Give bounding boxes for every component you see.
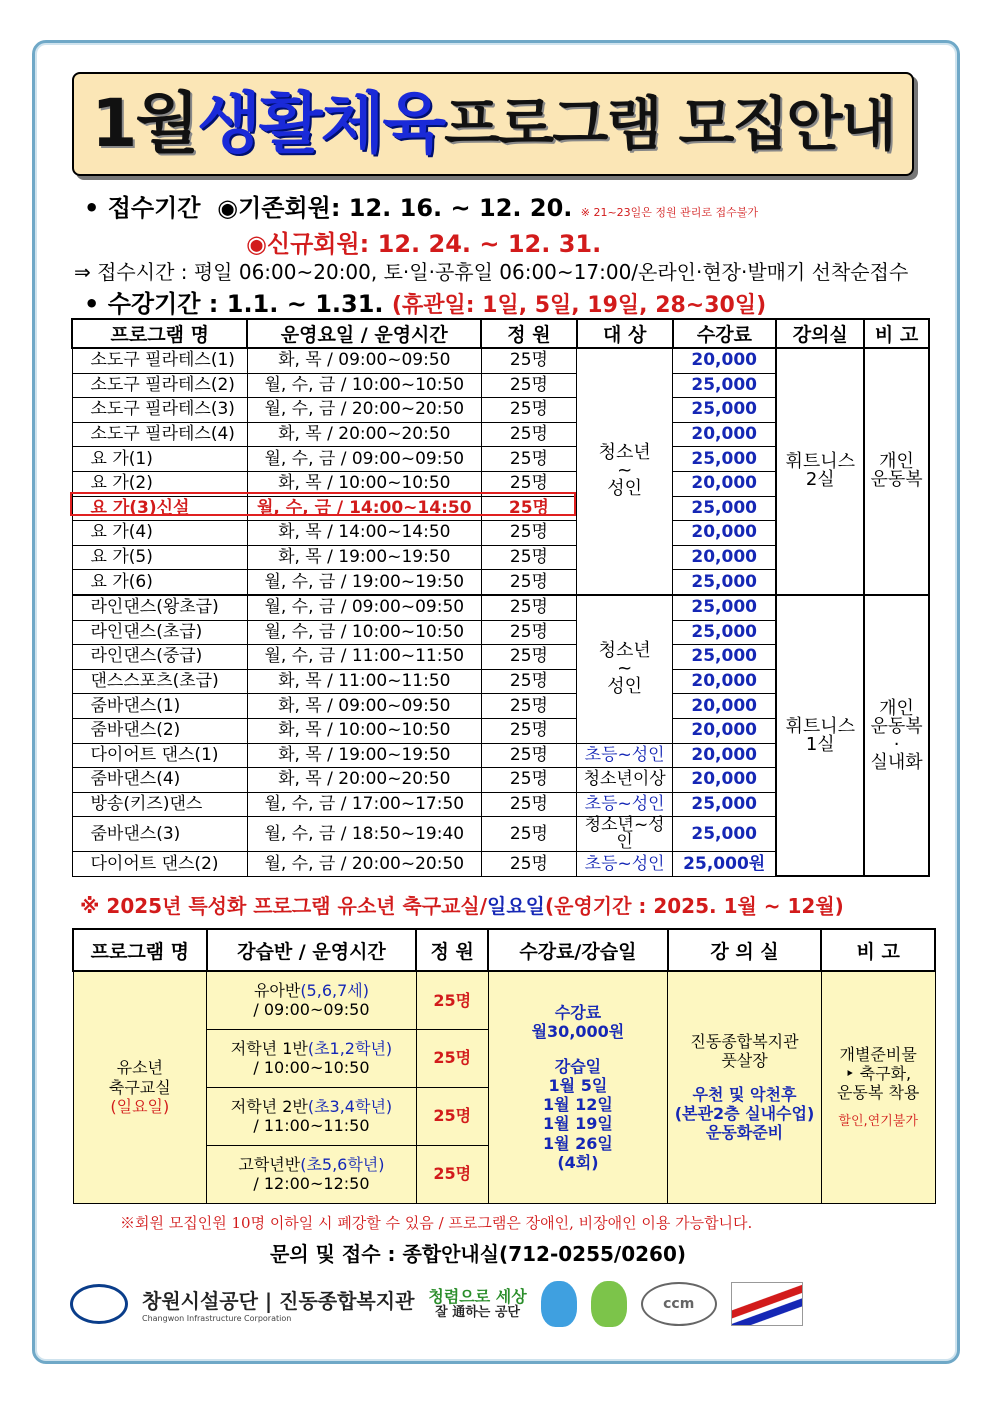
table-row: 저학년 2반(초3,4학년) / 11:00~11:50 25명 — [73, 1087, 935, 1145]
footer-contact: 문의 및 접수 : 종합안내실(712-0255/0260) — [270, 1242, 687, 1266]
fee: 25,000 — [673, 570, 777, 595]
fee: 25,000 — [673, 373, 777, 398]
table-row — [72, 348, 929, 373]
fee: 20,000 — [673, 694, 777, 719]
table-row: 유소년 축구교실 (일요일) 유아반(5,6,7세) / 09:00~09:50 25명 수강료 월30,000원 강습일 1월 5일 1월 12일 1월 19일 1월 26일 (4회) 진동종합복지관 풋살장 우천 및 악천후 (본관2층 실내수업) 운동화준비 개별준비물 ‣ 축구화, 운동복 착용 할인,연기불가 — [73, 971, 935, 1029]
schedule: 월, 수, 금 / 14:00~14:50 — [247, 496, 481, 521]
target: 초등~성인 — [577, 792, 673, 817]
fee: 25,000 — [673, 817, 777, 852]
program-name: 소도구 필라테스(2) — [72, 373, 247, 398]
fee: 25,000 — [673, 620, 777, 645]
program-name: 라인댄스(왕초급) — [72, 595, 247, 620]
capacity: 25명 — [481, 348, 577, 373]
registration-note: ※ 21~23일은 정원 관리로 접수불가 — [580, 206, 759, 219]
remark-cell: 개별준비물 ‣ 축구화, 운동복 착용 할인,연기불가 — [821, 971, 935, 1203]
schedule: 월, 수, 금 / 10:00~10:50 — [247, 620, 481, 645]
org-name-en: Changwon Infrastructure Corporation — [142, 1314, 292, 1323]
schedule: 월, 수, 금 / 09:00~09:50 — [247, 447, 481, 472]
target: 초등~성인 — [577, 852, 673, 877]
fee: 25,000 — [673, 792, 777, 817]
ccm-logo-icon: ccm — [641, 1282, 717, 1326]
fee: 25,000 — [673, 496, 777, 521]
org-name: 창원시설공단 | 진동종합복지관 — [142, 1289, 415, 1313]
slogan: 청렴으로 세상 잘 通하는 공단 — [428, 1287, 527, 1320]
program-name: 소도구 필라테스(1) — [72, 348, 247, 373]
schedule: 화, 목 / 19:00~19:50 — [247, 545, 481, 570]
schedule: 월, 수, 금 / 19:00~19:50 — [247, 570, 481, 595]
schedule: 화, 목 / 20:00~20:50 — [247, 422, 481, 447]
capacity: 25명 — [481, 521, 577, 546]
title-sub: 프로그램 모집안내 — [444, 90, 895, 158]
fee: 20,000 — [673, 471, 777, 496]
target: 청소년~성인 — [577, 817, 673, 852]
capacity: 25명 — [481, 447, 577, 472]
capacity: 25명 — [481, 817, 577, 852]
fee: 20,000 — [673, 669, 777, 694]
special-program-note: ※ 2025년 특성화 프로그램 유소년 축구교실/일요일(운영기간 : 2025. 1월 ~ 12월) — [80, 894, 844, 918]
schedule: 월, 수, 금 / 09:00~09:50 — [247, 595, 481, 620]
fee: 25,000 — [673, 595, 777, 620]
fee: 20,000 — [673, 743, 777, 768]
target: 청소년이상 — [577, 768, 673, 793]
schedule: 화, 목 / 09:00~09:50 — [247, 348, 481, 373]
schedule: 화, 목 / 10:00~10:50 — [247, 471, 481, 496]
capacity: 25명 — [481, 422, 577, 447]
program-name: 라인댄스(초급) — [72, 620, 247, 645]
capacity: 25명 — [481, 496, 577, 521]
target-cell: 청소년 ~ 성인 — [577, 348, 673, 595]
footer-note: ※회원 모집인원 10명 이하일 시 폐강할 수 있음 / 프로그램은 장애인, 비장애인 이용 가능합니다. — [120, 1214, 753, 1232]
fee: 20,000 — [673, 521, 777, 546]
capacity: 25명 — [481, 620, 577, 645]
schedule: 화, 목 / 19:00~19:50 — [247, 743, 481, 768]
capacity: 25명 — [481, 471, 577, 496]
fee: 20,000 — [673, 545, 777, 570]
capacity: 25명 — [481, 645, 577, 670]
schedule: 화, 목 / 14:00~14:50 — [247, 521, 481, 546]
course-period: • 수강기간 : 1.1. ~ 1.31. (휴관일: 1일, 5일, 19일, 28~30일) — [84, 290, 767, 318]
program-name: 줌바댄스(2) — [72, 718, 247, 743]
schedule: 월, 수, 금 / 20:00~20:50 — [247, 398, 481, 423]
program-name: 요 가(6) — [72, 570, 247, 595]
program-name: 소도구 필라테스(4) — [72, 422, 247, 447]
capacity: 25명 — [481, 718, 577, 743]
fee: 20,000 — [673, 768, 777, 793]
capacity: 25명 — [481, 669, 577, 694]
table-row: 고학년반(초5,6학년) / 12:00~12:50 25명 — [73, 1145, 935, 1203]
schedule: 월, 수, 금 / 11:00~11:50 — [247, 645, 481, 670]
capacity: 25명 — [481, 595, 577, 620]
target-cell: 청소년 ~ 성인 — [577, 595, 673, 743]
table-row: 저학년 1반(초1,2학년) / 10:00~10:50 25명 — [73, 1029, 935, 1087]
program-name: 요 가(1) — [72, 447, 247, 472]
program-name: 줌바댄스(1) — [72, 694, 247, 719]
registration-new: ◉신규회원: 12. 24. ~ 12. 31. — [246, 230, 602, 258]
program-table — [71, 318, 930, 877]
fee: 20,000 — [673, 718, 777, 743]
schedule: 화, 목 / 20:00~20:50 — [247, 768, 481, 793]
program-name-cell: 유소년 축구교실 (일요일) — [73, 971, 207, 1203]
schedule: 화, 목 / 11:00~11:50 — [247, 669, 481, 694]
title-banner — [72, 72, 914, 176]
program-name: 댄스스포츠(초급) — [72, 669, 247, 694]
room-cell: 진동종합복지관 풋살장 우천 및 악천후 (본관2층 실내수업) 운동화준비 — [668, 971, 822, 1203]
fee: 25,000 — [673, 645, 777, 670]
program-name: 다이어트 댄스(2) — [72, 852, 247, 877]
capacity: 25명 — [481, 398, 577, 423]
schedule: 월, 수, 금 / 17:00~17:50 — [247, 792, 481, 817]
fee-days-cell: 수강료 월30,000원 강습일 1월 5일 1월 12일 1월 19일 1월 26일 (4회) — [488, 971, 668, 1203]
note-cell: 개인 운동복 · 실내화 — [864, 595, 929, 876]
capacity: 25명 — [481, 768, 577, 793]
room-cell: 휘트니스 1실 — [776, 595, 864, 876]
fee: 25,000 — [673, 447, 777, 472]
program-name: 요 가(2) — [72, 471, 247, 496]
room-cell: 휘트니스 2실 — [776, 348, 864, 595]
fee: 25,000원 — [673, 852, 777, 877]
program-name: 방송(키즈)댄스 — [72, 792, 247, 817]
program-name: 요 가(4) — [72, 521, 247, 546]
changwon-logo-icon — [70, 1284, 128, 1324]
program-name: 소도구 필라테스(3) — [72, 398, 247, 423]
flag-icon — [731, 1282, 803, 1326]
mascot-green-icon — [591, 1281, 627, 1327]
fee: 25,000 — [673, 398, 777, 423]
schedule: 월, 수, 금 / 18:50~19:40 — [247, 817, 481, 852]
table-header: 프로그램 명 운영요일 / 운영시간 정 원 대 상 수강료 강의실 비 고 — [72, 319, 929, 348]
schedule: 월, 수, 금 / 20:00~20:50 — [247, 852, 481, 877]
capacity: 25명 — [481, 852, 577, 877]
table-row — [72, 595, 929, 620]
target: 초등~성인 — [577, 743, 673, 768]
note-cell: 개인 운동복 — [864, 348, 929, 595]
capacity: 25명 — [481, 743, 577, 768]
program-name: 줌바댄스(4) — [72, 768, 247, 793]
footer-logos — [70, 1278, 940, 1330]
capacity: 25명 — [481, 373, 577, 398]
capacity: 25명 — [481, 694, 577, 719]
capacity: 25명 — [481, 545, 577, 570]
program-name: 다이어트 댄스(1) — [72, 743, 247, 768]
schedule: 월, 수, 금 / 10:00~10:50 — [247, 373, 481, 398]
mascot-blue-icon — [541, 1281, 577, 1327]
capacity: 25명 — [481, 570, 577, 595]
fee: 20,000 — [673, 422, 777, 447]
program-name: 요 가(3)신설 — [72, 496, 247, 521]
fee: 20,000 — [673, 348, 777, 373]
registration-existing: • 접수기간 ◉기존회원: 12. 16. ~ 12. 20. ※ 21~23일은 정원 관리로 접수불가 — [84, 194, 759, 222]
schedule: 화, 목 / 09:00~09:50 — [247, 694, 481, 719]
program-name: 줌바댄스(3) — [72, 817, 247, 852]
registration-time: ⇒ 접수시간 : 평일 06:00~20:00, 토·일·공휴일 06:00~17:00/온라인·현장·발매기 선착순접수 — [74, 260, 909, 284]
program-name: 요 가(5) — [72, 545, 247, 570]
capacity: 25명 — [481, 792, 577, 817]
program-name: 라인댄스(중급) — [72, 645, 247, 670]
title-main: 생활체육 — [197, 85, 445, 162]
table-header: 프로그램 명 강습반 / 운영시간 정 원 수강료/강습일 강 의 실 비 고 — [73, 929, 935, 971]
closed-days: (휴관일: 1일, 5일, 19일, 28~30일) — [391, 293, 767, 318]
soccer-table — [72, 928, 936, 1204]
title-month: 1월 — [91, 85, 198, 162]
schedule: 화, 목 / 10:00~10:50 — [247, 718, 481, 743]
